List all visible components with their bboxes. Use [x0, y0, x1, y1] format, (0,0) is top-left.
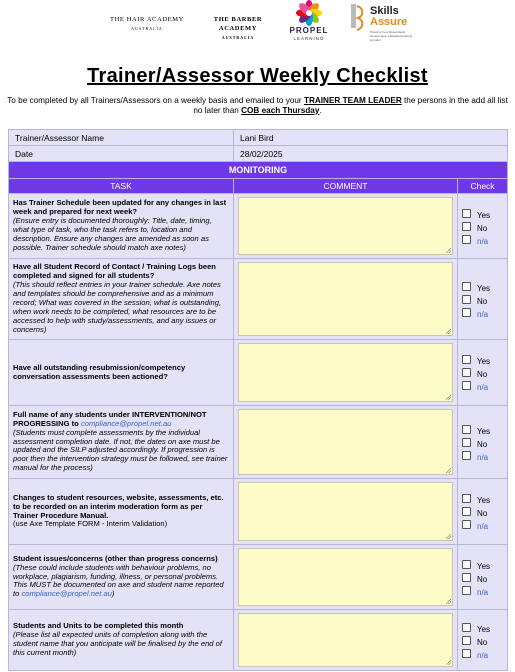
- intro-text-4: .: [319, 106, 322, 115]
- checkbox[interactable]: [462, 649, 471, 658]
- task-row: [9, 406, 508, 479]
- section-title: MONITORING: [9, 162, 508, 179]
- task-note: (These could include students with behaviour problems, no workplace, plagiarism, funding, illness, or personal problems. This MUST be documented on axe and student name reported to: [13, 562, 224, 599]
- task-row: [9, 194, 508, 259]
- task-cell: [9, 259, 234, 340]
- option-label: Yes: [477, 496, 491, 505]
- task-row: [9, 610, 508, 671]
- option-label: Yes: [477, 624, 491, 634]
- checkbox[interactable]: [462, 235, 471, 244]
- checkbox[interactable]: [462, 381, 471, 390]
- skills-assure-mark-icon: [348, 2, 366, 32]
- comment-cell: [234, 479, 458, 545]
- task-note: (Please list all expected units of completion along with the student name that you anticipate will be finalised by the end of this current month): [13, 630, 222, 657]
- check-option-yes[interactable]: [462, 207, 507, 220]
- trainer-name-row: [9, 130, 508, 146]
- check-cell: [458, 406, 508, 479]
- check-option-na[interactable]: [462, 306, 507, 319]
- option-label: No: [477, 439, 488, 449]
- check-option-no[interactable]: [462, 436, 507, 449]
- checkbox[interactable]: [462, 222, 471, 231]
- option-label: n/a: [477, 309, 489, 319]
- hair-academy-sub: AUSTRALIA: [131, 26, 163, 31]
- check-option-no[interactable]: [462, 220, 507, 233]
- comment-cell: [234, 194, 458, 259]
- option-label: n/a: [477, 522, 489, 531]
- option-label: n/a: [477, 650, 489, 660]
- checkbox[interactable]: [462, 586, 471, 595]
- barber-academy-sub: AUSTRALIA: [221, 35, 255, 40]
- checklist-table: [8, 129, 508, 671]
- option-label: n/a: [477, 452, 489, 462]
- comment-textarea[interactable]: [238, 343, 453, 402]
- check-cell: [458, 259, 508, 340]
- option-label: n/a: [477, 236, 489, 246]
- date-row: [9, 146, 508, 162]
- task-cell: [9, 610, 234, 671]
- instructions: [0, 96, 515, 116]
- check-option-yes[interactable]: [462, 353, 507, 366]
- intro-text-2: the persons in the add all list: [401, 96, 508, 105]
- checkbox[interactable]: [462, 451, 471, 460]
- task-cell: [9, 406, 234, 479]
- option-label: No: [477, 574, 488, 584]
- intro-leader: TRAINER TEAM LEADER: [303, 96, 402, 105]
- task-note: (use Axe Template FORM - Interim Validation): [13, 519, 168, 529]
- task-note: (This should reflect entries in your trainer schedule. Axe notes and templates should be comprehensive and as a minimum record; What was covered in the session, what is outstanding, when work needs to be completed, what resources are to be accessed to help with study/assessments, and any issues or concerns): [13, 280, 222, 334]
- option-label: Yes: [477, 426, 491, 436]
- option-label: No: [477, 509, 488, 518]
- intro-line-2: [0, 106, 515, 116]
- check-cell: [458, 194, 508, 259]
- check-cell: [458, 479, 508, 545]
- compliance-email-link[interactable]: compliance@propel.net.au: [80, 418, 172, 428]
- comment-textarea[interactable]: [238, 262, 453, 336]
- comment-textarea[interactable]: [238, 409, 453, 475]
- checkbox[interactable]: [462, 425, 471, 434]
- task-question: Has Trainer Schedule been updated for any changes in last week and prepared for next week?: [13, 198, 227, 217]
- checkbox[interactable]: [462, 507, 471, 516]
- option-label: No: [477, 296, 488, 306]
- trainer-name-value[interactable]: Lani Bird: [234, 130, 508, 146]
- option-label: Yes: [477, 561, 491, 571]
- task-question: Students and Units to be completed this month: [13, 621, 184, 631]
- task-question: Have all Student Record of Contact / Training Logs been completed and signed for all students?: [13, 262, 216, 281]
- comment-cell: [234, 259, 458, 340]
- trainer-name-label: Trainer/Assessor Name: [9, 130, 234, 146]
- task-note-end: ): [111, 589, 115, 599]
- check-option-yes[interactable]: [462, 621, 507, 634]
- skills-word: Skills: [370, 5, 399, 17]
- task-cell: [9, 194, 234, 259]
- task-row: [9, 259, 508, 340]
- checkbox[interactable]: [462, 494, 471, 503]
- comment-textarea[interactable]: [238, 482, 453, 541]
- checkbox[interactable]: [462, 573, 471, 582]
- task-question: Changes to student resources, website, assessments, etc. to be recorded on an interim moderation form as per Trainer Procedure Manual.: [13, 492, 224, 520]
- option-label: No: [477, 223, 488, 233]
- check-option-na[interactable]: [462, 379, 507, 392]
- column-header-row: [9, 179, 508, 194]
- compliance-email-link[interactable]: compliance@propel.net.au: [21, 589, 112, 599]
- checkbox[interactable]: [462, 623, 471, 632]
- skills-assure-logo: [348, 2, 418, 42]
- propel-name: PROPEL: [289, 26, 329, 35]
- task-row: [9, 340, 508, 406]
- task-header: TASK: [9, 179, 234, 194]
- option-label: Yes: [477, 283, 491, 293]
- checkbox[interactable]: [462, 282, 471, 291]
- comment-cell: [234, 340, 458, 406]
- option-label: n/a: [477, 587, 489, 597]
- hair-academy-name: THE HAIR ACADEMY: [110, 16, 184, 23]
- task-row: [9, 545, 508, 610]
- propel-learning-logo: [286, 0, 332, 46]
- barber-academy-name: THE BARBER ACADEMY: [213, 16, 263, 32]
- task-question: Have all outstanding resubmission/competency conversation assessments been actioned?: [13, 362, 186, 381]
- check-option-na[interactable]: [462, 584, 507, 597]
- skills-assure-tagline: Proud to be a Queensland Government subsidised training provider: [370, 30, 413, 42]
- propel-flower-icon: [296, 0, 322, 26]
- check-option-no[interactable]: [462, 293, 507, 306]
- task-cell: [9, 545, 234, 610]
- barber-academy-logo: [196, 15, 280, 42]
- checkbox[interactable]: [462, 308, 471, 317]
- check-cell: [458, 545, 508, 610]
- option-label: n/a: [477, 383, 489, 392]
- comment-cell: [234, 406, 458, 479]
- check-option-na[interactable]: [462, 449, 507, 462]
- checkbox[interactable]: [462, 209, 471, 218]
- checkbox[interactable]: [462, 295, 471, 304]
- comment-textarea[interactable]: [238, 197, 453, 255]
- check-option-yes[interactable]: [462, 492, 507, 505]
- assure-word: Assure: [370, 16, 408, 28]
- hair-academy-logo: [104, 15, 190, 33]
- comment-header: COMMENT: [234, 179, 458, 194]
- logo-bar: [0, 0, 515, 48]
- comment-textarea[interactable]: [238, 548, 453, 606]
- page-title: Trainer/Assessor Weekly Checklist: [87, 65, 428, 87]
- checkbox[interactable]: [462, 636, 471, 645]
- check-option-na[interactable]: [462, 233, 507, 246]
- section-header-row: [9, 162, 508, 179]
- date-label: Date: [9, 146, 234, 162]
- intro-deadline: COB each Thursday: [241, 106, 320, 115]
- date-value[interactable]: 28/02/2025: [234, 146, 508, 162]
- checkbox[interactable]: [462, 560, 471, 569]
- check-option-na[interactable]: [462, 518, 507, 531]
- check-option-no[interactable]: [462, 571, 507, 584]
- check-option-no[interactable]: [462, 634, 507, 647]
- check-option-no[interactable]: [462, 505, 507, 518]
- intro-text-3: no later than: [193, 106, 242, 115]
- check-option-na[interactable]: [462, 647, 507, 660]
- task-cell: [9, 340, 234, 406]
- checkbox[interactable]: [462, 438, 471, 447]
- task-question: Student issues/concerns (other than progress concerns): [13, 553, 218, 563]
- task-note: (Ensure entry is documented thoroughly: Title, date, timing, what type of task, who the task refers to, location and description. Ensure any changes are amended as soon as possible. Trainer schedule should match axe notes): [13, 216, 212, 252]
- comment-cell: [234, 545, 458, 610]
- check-option-no[interactable]: [462, 366, 507, 379]
- task-cell: [9, 479, 234, 545]
- check-cell: [458, 340, 508, 406]
- comment-cell: [234, 610, 458, 671]
- intro-text-1: To be completed by all Trainers/Assessors on a weekly basis and emailed to your: [7, 96, 304, 105]
- task-note: (Students must complete assessments by the individual assessment completion date. If not, the dates on axe must be updated and the SILP adjusted accordingly. If progression is poor then the intervention strategy must be followed, see trainer manual for the process): [13, 427, 228, 473]
- comment-textarea[interactable]: [238, 613, 453, 667]
- propel-sub: LEARNING: [293, 36, 325, 41]
- checkbox[interactable]: [462, 520, 471, 529]
- checkbox[interactable]: [462, 355, 471, 364]
- check-option-yes[interactable]: [462, 558, 507, 571]
- check-cell: [458, 610, 508, 671]
- checkbox[interactable]: [462, 368, 471, 377]
- option-label: No: [477, 637, 488, 647]
- option-label: Yes: [477, 210, 491, 220]
- option-label: Yes: [477, 357, 491, 366]
- option-label: No: [477, 370, 488, 379]
- check-option-yes[interactable]: [462, 423, 507, 436]
- task-row: [9, 479, 508, 545]
- check-header: Check: [458, 179, 508, 194]
- check-option-yes[interactable]: [462, 280, 507, 293]
- task-question: Full name of any students under INTERVENTION/NOT PROGRESSING to: [13, 409, 207, 428]
